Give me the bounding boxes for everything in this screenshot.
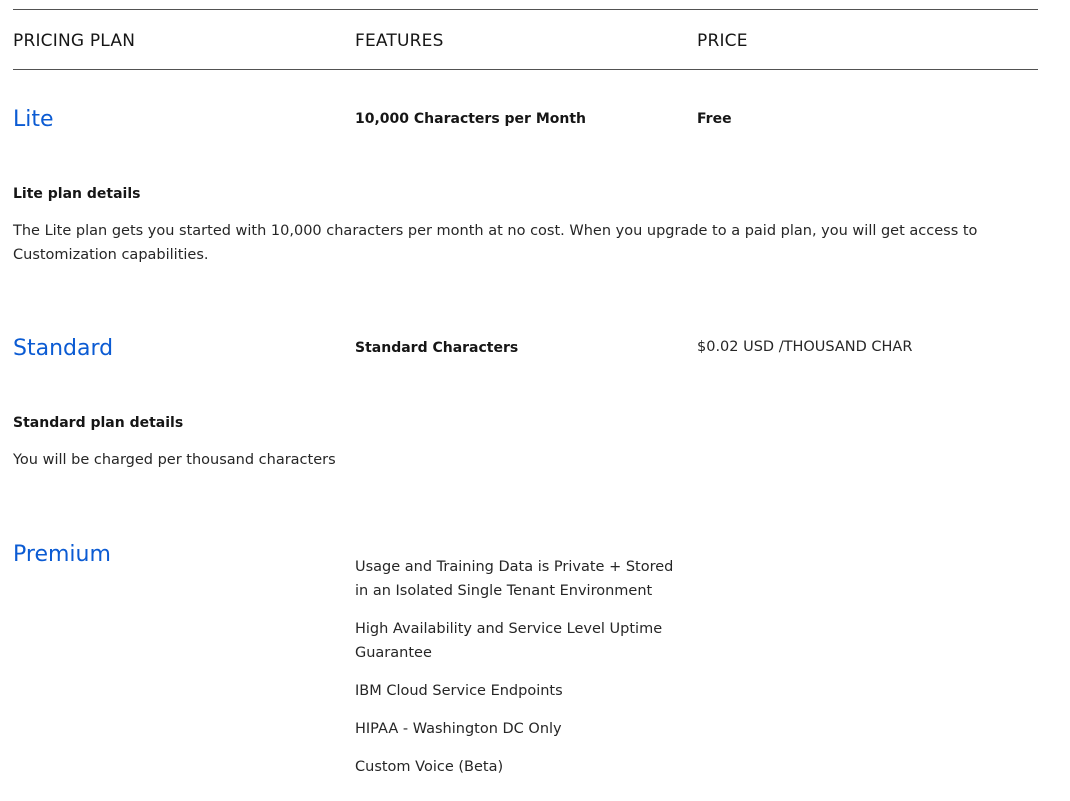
price-standard: $0.02 USD /THOUSAND CHAR — [697, 339, 913, 355]
feature-premium-private-data: Usage and Training Data is Private + Stored in an Isolated Single Tenant Environment — [355, 559, 674, 599]
price-lite: Free — [697, 111, 732, 127]
plan-name-lite: Lite — [13, 107, 54, 132]
plan-name-premium: Premium — [13, 542, 111, 567]
details-text-lite: The Lite plan gets you started with 10,000 characters per month at no cost. When you upgrade to a paid plan, you will get access to Customization capabilities. — [13, 223, 978, 263]
feature-premium-service-endpoints: IBM Cloud Service Endpoints — [355, 683, 563, 699]
header-rule — [13, 69, 1038, 70]
feature-lite: 10,000 Characters per Month — [355, 111, 587, 127]
feature-list-premium — [355, 555, 690, 793]
details-title-lite: Lite plan details — [13, 186, 141, 202]
feature-premium-hipaa: HIPAA - Washington DC Only — [355, 721, 562, 737]
plan-name-standard: Standard — [13, 336, 114, 361]
column-header-pricing-plan: PRICING PLAN — [13, 31, 136, 51]
feature-standard: Standard Characters — [355, 340, 519, 356]
table-top-rule — [13, 9, 1038, 10]
column-header-price: PRICE — [697, 31, 748, 51]
details-text-standard: You will be charged per thousand characters — [13, 452, 336, 468]
details-title-standard: Standard plan details — [13, 415, 184, 431]
feature-premium-high-availability: High Availability and Service Level Uptime Guarantee — [355, 621, 663, 661]
column-header-features: FEATURES — [355, 31, 444, 51]
feature-premium-custom-voice: Custom Voice (Beta) — [355, 759, 504, 775]
